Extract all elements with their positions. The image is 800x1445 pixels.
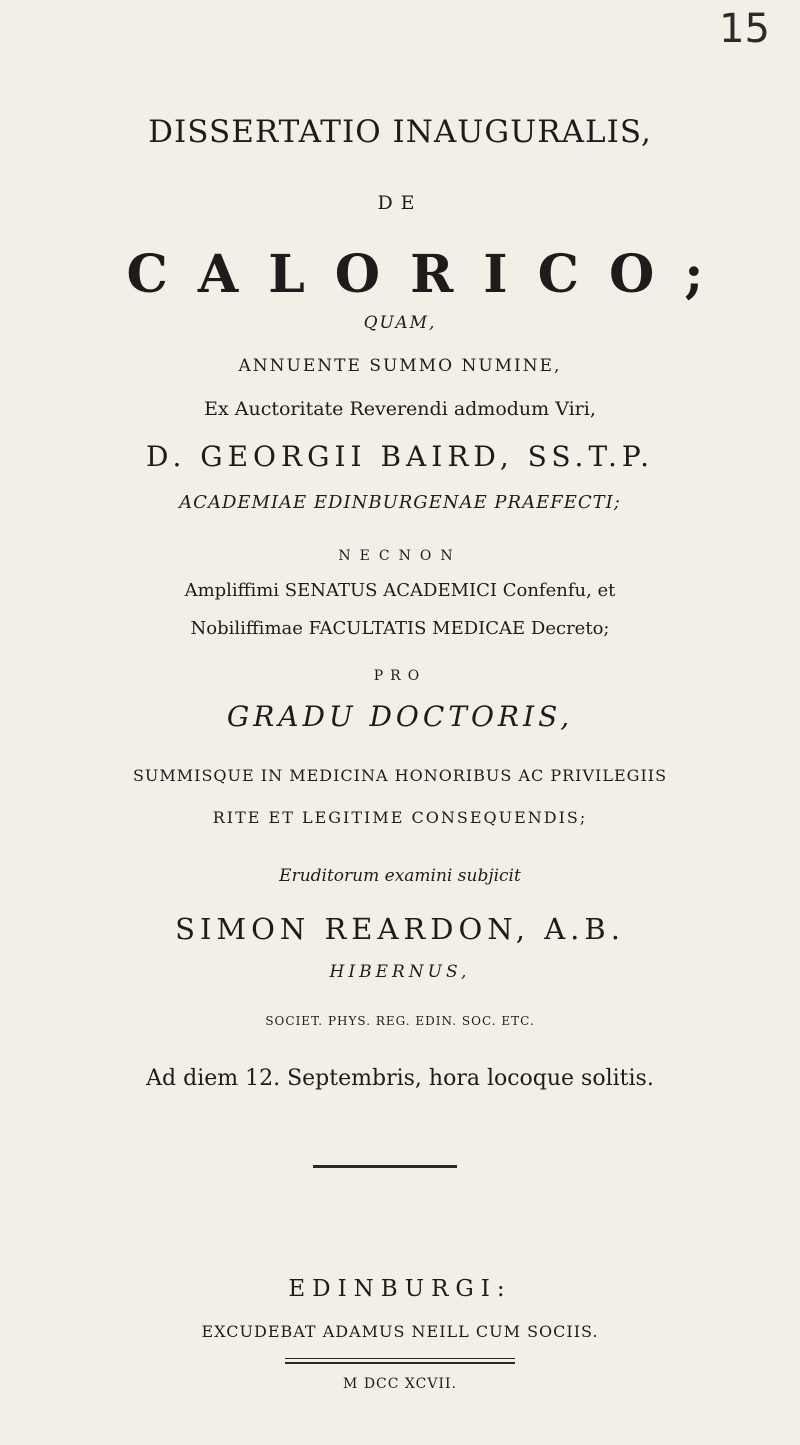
imprint-year: M DCC XCVII.	[343, 1376, 457, 1392]
hibernus-line: HIBERNUS,	[329, 962, 471, 982]
quam-line: QUAM,	[363, 313, 437, 333]
facultatis-line: Nobiliffimae FACULTATIS MEDICAE Decreto;	[190, 618, 610, 639]
georgii-baird-line: D. GEORGII BAIRD, SS.T.P.	[146, 440, 654, 473]
imprint-city: EDINBURGI:	[288, 1276, 512, 1302]
date-line: Ad diem 12. Septembris, hora locoque solitis.	[146, 1066, 654, 1091]
imprint-rule-top	[285, 1358, 515, 1359]
academiae-line: ACADEMIAE EDINBURGENAE PRAEFECTI;	[179, 492, 621, 513]
gradu-doctoris-line: GRADU DOCTORIS,	[226, 700, 574, 733]
auctoritate-line: Ex Auctoritate Reverendi admodum Viri,	[204, 398, 596, 420]
eruditorum-line: Eruditorum examini subjicit	[279, 866, 521, 886]
rite-line: RITE ET LEGITIME CONSEQUENDIS;	[212, 808, 588, 827]
annuente-line: ANNUENTE SUMMO NUMINE,	[238, 356, 562, 376]
summisque-line: SUMMISQUE IN MEDICINA HONORIBUS AC PRIVILEGIIS	[132, 766, 668, 785]
imprint-printer: EXCUDEBAT ADAMUS NEILL CUM SOCIIS.	[201, 1322, 599, 1341]
author-name: SIMON REARDON, A.B.	[175, 912, 625, 946]
de-line: DE	[377, 192, 423, 214]
necnon-line: NECNON	[338, 548, 462, 564]
pro-line: PRO	[373, 668, 427, 684]
subject-title: CALORICO;	[126, 244, 734, 305]
senatus-line: Ampliffimi SENATUS ACADEMICI Confenfu, et	[184, 580, 616, 601]
page-number-mark: 15	[719, 6, 770, 52]
societ-line: SOCIET. PHYS. REG. EDIN. SOC. ETC.	[265, 1014, 535, 1028]
imprint-rule-bottom	[285, 1362, 515, 1364]
dissertation-title: DISSERTATIO INAUGURALIS,	[148, 114, 652, 150]
ornamental-rule	[313, 1165, 457, 1168]
